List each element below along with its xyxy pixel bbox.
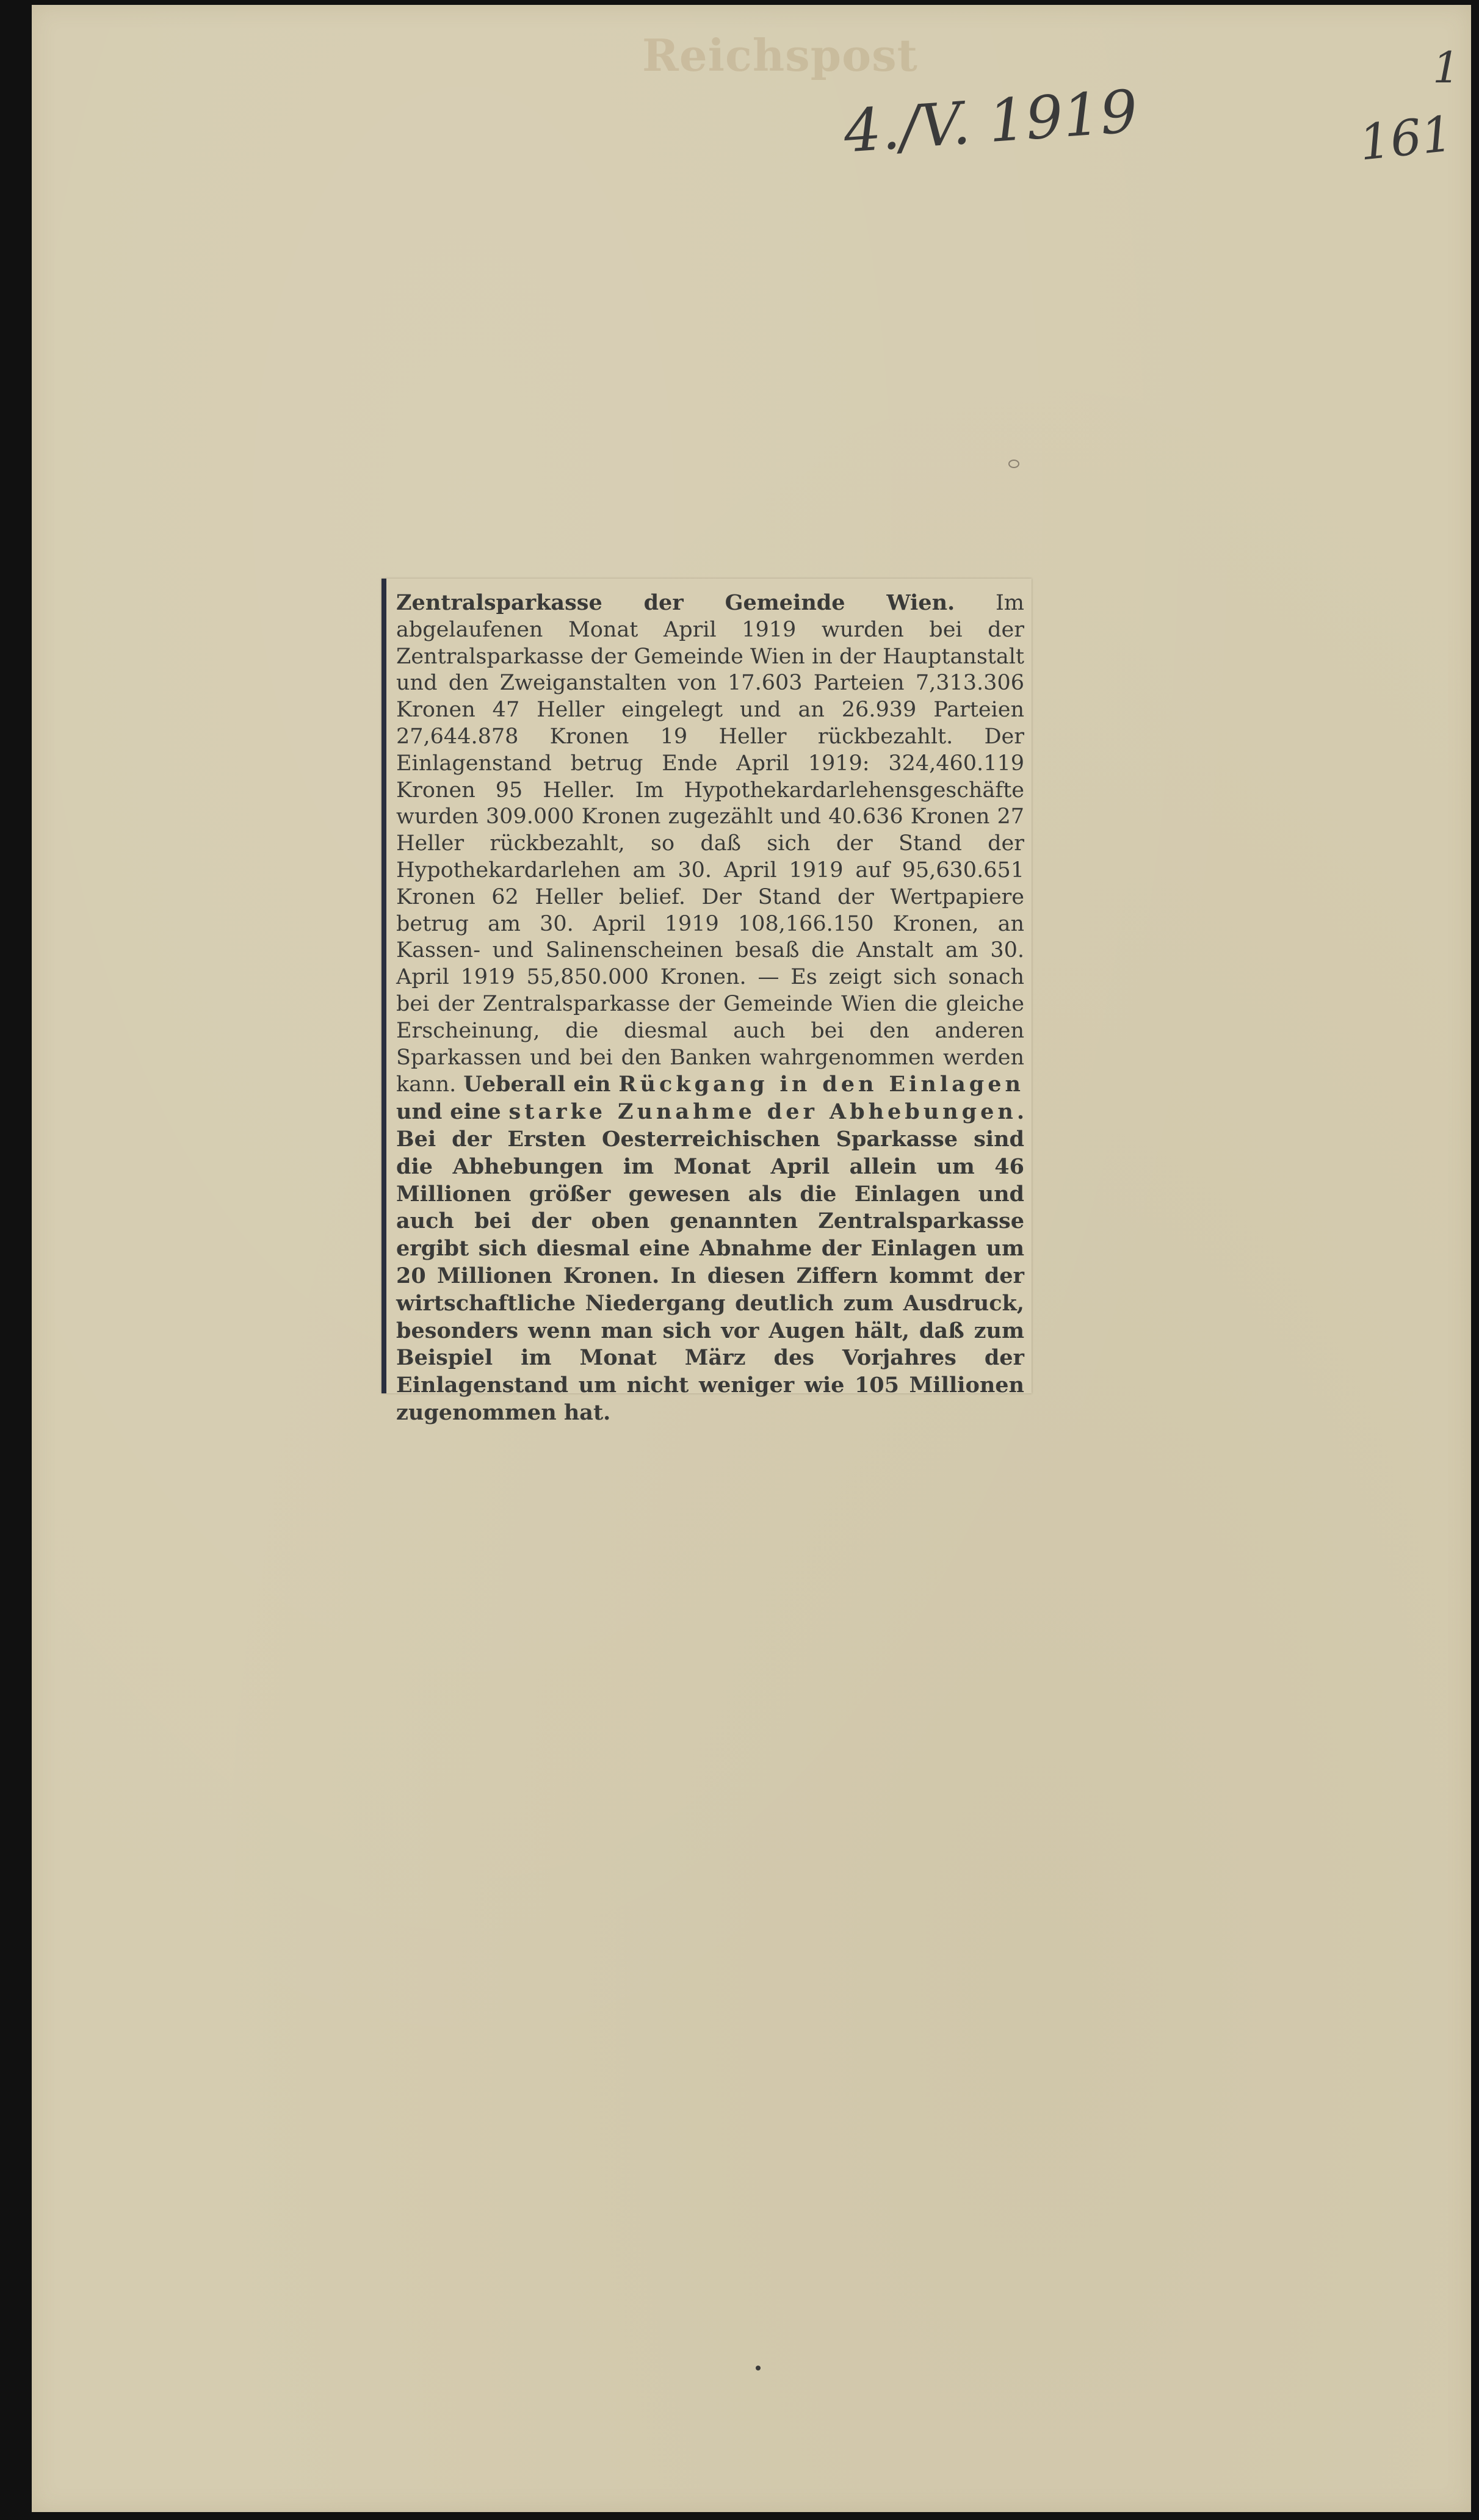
article-body (396, 590, 1024, 1427)
newspaper-clipping (382, 579, 1032, 1425)
handwritten-date: 4./V. 1919 (841, 77, 1140, 166)
article-text-2: Ueberall ein (463, 1072, 619, 1097)
paper-speck (1008, 460, 1019, 468)
article-headline: Zentralsparkasse der Gemeinde Wien. (396, 590, 955, 615)
paper-mark (756, 2366, 761, 2370)
article-emphasis-2: starke Zunahme der Abhebungen (508, 1099, 1017, 1125)
article-emphasis-1: Rückgang in den Einlagen (618, 1072, 1024, 1097)
article-text-4: . Bei der Ersten Oesterreichischen Sparkasse sind die Abhebungen im Monat April allein um 46 Millionen größer gewesen als die Einlagen und auch bei der oben genannten Zentralsparkasse ergibt sich diesmal eine Abnahme der Einlagen um 20 Millionen Kronen. In diesen Ziffern kommt der wirtschaftliche Niedergang deutlich zum Ausdruck, besonders wenn man sich vor Augen hält, daß zum Beispiel im Monat März des Vorjahres der Einlagenstand um nicht weniger wie 105 Millionen zugenommen hat. (396, 1099, 1024, 1425)
handwritten-page-number: 1 (1433, 43, 1460, 93)
newspaper-masthead-stamp: Reichspost (642, 29, 918, 81)
article-text-3: und eine (396, 1099, 509, 1125)
handwritten-archive-number: 161 (1356, 105, 1456, 171)
article-text-1: Im abgelaufenen Monat April 1919 wurden bei der Zentralsparkasse der Gemeinde Wien in der Hauptanstalt und den Zweiganstalten von 17.603 Parteien 7,313.306 Kronen 47 Heller eingelegt und an 26.939 Parteien 27,644.878 Kronen 19 Heller rückbezahlt. Der Einlagenstand betrug Ende April 1919: 324,460.119 Kronen 95 Heller. Im Hypothekardarlehensgeschäfte wurden 309.000 Kronen zugezählt und 40.636 Kronen 27 Heller rückbezahlt, so daß sich der Stand der Hypothekardarlehen am 30. April 1919 auf 95,630.651 Kronen 62 Heller belief. Der Stand der Wertpapiere betrug am 30. April 1919 108,166.150 Kronen, an Kassen- und Salinenscheinen besaß die Anstalt am 30. April 1919 55,850.000 Kronen. — Es zeigt sich sonach bei der Zentralsparkasse der Gemeinde Wien die gleiche Erscheinung, die diesmal auch bei den anderen Sparkassen und bei den Banken wahrgenommen werden kann. (396, 591, 1024, 1097)
